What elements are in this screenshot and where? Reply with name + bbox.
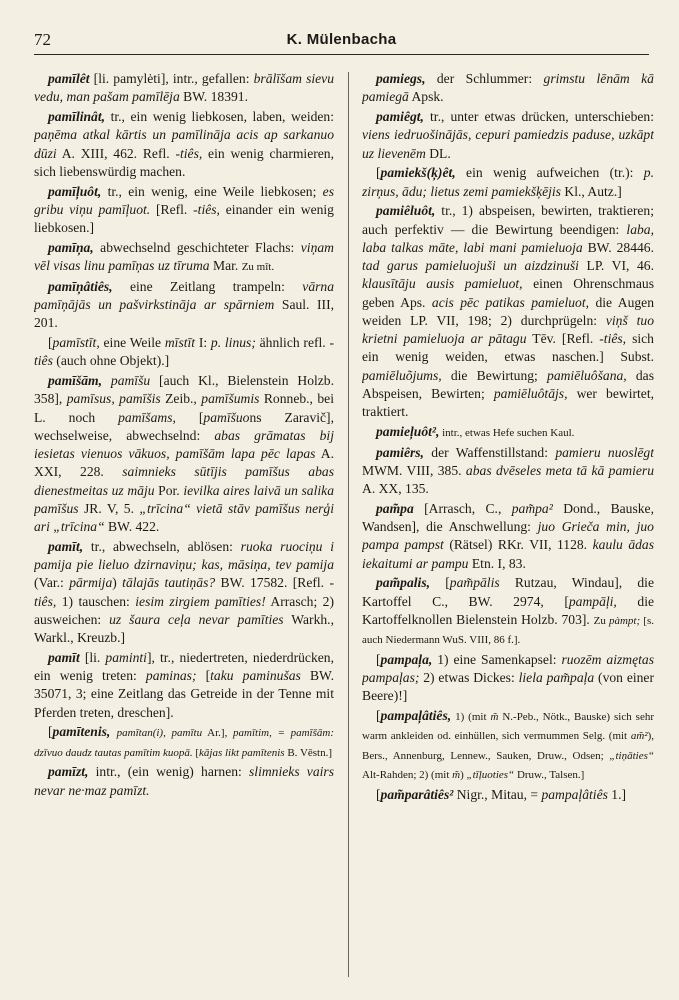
entry-text: pārmija bbox=[69, 575, 113, 591]
entry-text: -tiês, bbox=[34, 575, 334, 609]
entry-text: einen Ohrenschmaus geben Aps. bbox=[362, 276, 654, 310]
dictionary-entry bbox=[362, 651, 654, 706]
entry-text: brālīšam sievu vedu, man pašam pamīlēja bbox=[34, 71, 334, 105]
entry-text: (auch ohne Objekt).] bbox=[52, 353, 170, 369]
entry-text: DL. bbox=[425, 145, 451, 161]
entry-text: liela pam̃paļa bbox=[518, 670, 595, 685]
dictionary-entry bbox=[362, 423, 654, 442]
right-column bbox=[362, 70, 654, 990]
entry-text: tr., ein wenig, eine Weile liebkosen; bbox=[101, 183, 323, 199]
entry-text: m̃ bbox=[490, 711, 499, 723]
entry-text: A. XXI, 228. bbox=[34, 446, 334, 480]
entry-text: tālajās tautiņās? bbox=[122, 575, 216, 591]
entry-text: A. XIII, 462. Refl. bbox=[56, 145, 176, 161]
entry-text: pamīšams, bbox=[118, 409, 176, 425]
entry-text: pamītan(i), pamītu bbox=[116, 727, 203, 740]
running-head: K. Mülenbacha bbox=[286, 31, 397, 48]
entry-text: taku paminušas bbox=[210, 668, 301, 683]
entry-text: p. linus; bbox=[210, 335, 256, 350]
entry-text: (von einer Beere)!] bbox=[362, 670, 654, 704]
page-number: 72 bbox=[34, 30, 51, 49]
entry-text: abwechselnd geschichteter Flachs: bbox=[93, 239, 301, 255]
entry-text: pam̃pālis bbox=[449, 575, 500, 591]
entry-text: [ bbox=[48, 724, 53, 740]
entry-text: pamīsus, pamīšis bbox=[66, 391, 161, 407]
entry-text: [ bbox=[376, 786, 381, 802]
entry-text: [ bbox=[376, 708, 381, 723]
entry-text: „tīļuoties“ bbox=[466, 768, 515, 781]
entry-text: pampaļâtiês bbox=[541, 786, 608, 802]
page-header bbox=[34, 28, 649, 55]
entry-text: MWM. VIII, 385. bbox=[362, 462, 466, 478]
entry-text: viņš tuo krietni pamieluoja ar pātagu bbox=[362, 312, 654, 346]
entry-text: [ bbox=[196, 668, 211, 683]
entry-text: Tēv. [Refl. bbox=[526, 331, 600, 346]
entry-text: [ bbox=[48, 335, 53, 350]
entry-text: ruozēm aizmętas pampaļas; bbox=[362, 651, 654, 685]
entry-text: BW. 17582. [Refl. bbox=[215, 575, 330, 591]
entry-text: tad garus pamieluojuši un aizdzinuši bbox=[362, 258, 579, 273]
entry-text: [ bbox=[376, 165, 381, 181]
entry-text: Por. bbox=[154, 482, 184, 498]
entry-text: (Rätsel) RKr. VII, 1128. bbox=[443, 537, 593, 553]
entry-text: pampaļa, bbox=[380, 651, 433, 667]
entry-text: Etn. I, 83. bbox=[468, 555, 526, 571]
dictionary-entry bbox=[34, 183, 334, 238]
entry-text: intr., (ein wenig) harnen: bbox=[88, 764, 250, 780]
entry-text: pam̃parâtiês² bbox=[380, 786, 454, 802]
left-column bbox=[34, 70, 334, 990]
entry-text: „trīcina“ vietā stāv pamīšus nerģi ari „trīcina“ bbox=[34, 500, 334, 534]
entry-text: -tiês, bbox=[599, 331, 627, 346]
headword: pam̃pa bbox=[376, 500, 414, 516]
entry-text: grimstu lēnām kā pamiegā bbox=[362, 71, 654, 105]
entry-text: saimnieks sūtījis pamīšus abas dienestmeitas uz māju bbox=[34, 464, 334, 498]
dictionary-entry bbox=[34, 239, 334, 277]
entry-text: BW. 18391. bbox=[179, 89, 248, 105]
entry-text: p. zirņus, ādu; lietus zemi pamiekšķējis bbox=[362, 165, 654, 199]
entry-text: Mar. bbox=[209, 258, 242, 273]
dictionary-entry bbox=[362, 500, 654, 573]
entry-text: Rutzau, Windau], die Kartoffel C., BW. 2974, [ bbox=[362, 575, 654, 609]
entry-text: Zu bbox=[593, 614, 609, 627]
dictionary-entry bbox=[34, 649, 334, 722]
entry-text: iesim zirgiem pamīties! bbox=[135, 593, 266, 609]
dictionary-entry bbox=[362, 444, 654, 499]
entry-text: kaulu ādas iekaitumi ar pampu bbox=[362, 537, 654, 571]
entry-text: pamīšuo bbox=[203, 409, 250, 425]
entry-text: ein wenig charmieren, sich liebenswürdig machen. bbox=[34, 145, 334, 179]
entry-text: 1) (mit bbox=[451, 711, 491, 723]
entry-text: -tiês, bbox=[193, 201, 220, 217]
entry-text: pamiēluõjums, bbox=[362, 367, 442, 383]
headword: pamīlinât, bbox=[48, 109, 106, 124]
entry-text: pamiēluôtājs, bbox=[493, 385, 568, 401]
entry-text: das Abspeisen, Bewirten; bbox=[362, 367, 654, 401]
entry-text: BW. 28446. bbox=[582, 239, 654, 255]
entry-text: pamīšumis bbox=[201, 391, 260, 407]
entry-text: ) bbox=[112, 575, 123, 591]
entry-text: vārna pamīņājās un pašvirkstināja ar spārniem bbox=[34, 278, 334, 312]
entry-text: (Var.: bbox=[34, 575, 70, 591]
entry-text: juo Grieča min, juo pampa pampst bbox=[362, 519, 654, 553]
dictionary-entry bbox=[362, 108, 654, 163]
entry-text: BW. 422. bbox=[104, 519, 160, 534]
dictionary-entry bbox=[34, 538, 334, 648]
entry-text: Alt-Rahden; 2) (mit bbox=[362, 768, 453, 781]
entry-text: wer bewirtet, traktiert. bbox=[362, 385, 654, 419]
headword: pamiêluôt, bbox=[376, 203, 436, 219]
entry-text: eine Weile bbox=[99, 335, 165, 350]
entry-text: die Augen weiden LP. VII, 198; 2) durchprügeln: bbox=[362, 294, 654, 328]
entry-text: einander ein wenig liebkosen.] bbox=[34, 201, 334, 235]
entry-text: N.-Peb., Nötk., Bauske) sich sehr warm ankleiden od. einhüllen, sich vermummen Selg. (mit bbox=[362, 711, 654, 743]
entry-text: [li. pamylėti], intr., gefallen: bbox=[89, 71, 254, 86]
entry-text: abas dvēseles meta tā kā pamieru bbox=[465, 462, 654, 478]
entry-text: eine Zeitlang trampeln: bbox=[112, 278, 303, 294]
headword: pamīļuôt, bbox=[48, 183, 102, 199]
dictionary-entry bbox=[34, 108, 334, 181]
entry-text: -tiês bbox=[34, 335, 334, 369]
entry-text: 1.] bbox=[607, 786, 627, 802]
entry-text: ns Zaravič], wechselweise, abwechselnd: bbox=[34, 409, 334, 443]
entry-text: acis pēc patikas pamieluot, bbox=[431, 294, 590, 310]
entry-text: [auch Kl., Bielenstein Holzb. 358], bbox=[34, 373, 334, 407]
entry-text: pamiekš(ķ)êt, bbox=[380, 165, 456, 181]
entry-text: LP. VI, 46. bbox=[578, 258, 654, 273]
entry-text: pamītenis, bbox=[52, 724, 111, 740]
entry-text: mīstīt bbox=[164, 335, 196, 350]
entry-text: [li. bbox=[79, 649, 106, 665]
entry-text: [Arrasch, C., bbox=[413, 500, 512, 516]
dictionary-entry bbox=[34, 723, 334, 762]
entry-text: BW. 35071, 3; eine Zeitlang das Getreide in der Tenne mit Pferden treten, dreschen]. bbox=[34, 668, 334, 720]
entry-text: pamīšu bbox=[110, 373, 151, 388]
entry-text: ), Bers., Annenburg, Lennew., Sauken, Druw., Odsen; bbox=[362, 730, 654, 762]
dictionary-entry bbox=[362, 707, 654, 784]
entry-text: Warkh., Warkl., Kreuzb.] bbox=[34, 611, 334, 645]
entry-text: tr., 1) abspeisen, bewirten, traktieren; auch perfektiv — die Bewirtung beendigen: bbox=[362, 203, 654, 237]
entry-text: -tiês, bbox=[175, 145, 203, 161]
entry-text: am̃² bbox=[630, 730, 648, 743]
entry-text: ], tr., niedertreten, niederdrücken, ein wenig treten: bbox=[34, 649, 334, 683]
entry-text: pampaļâtiês, bbox=[380, 708, 452, 723]
dictionary-entry bbox=[34, 278, 334, 333]
entry-text: abas grāmatas bij iesietas vienuos vākuos, pamīšām lapa pēc lapas bbox=[34, 427, 334, 461]
entry-text: kājas likt pamītenis bbox=[199, 746, 285, 759]
entry-text: tr., unter etwas drücken, unterschieben: bbox=[423, 109, 654, 124]
entry-text: tr., abwechseln, ablösen: bbox=[83, 538, 241, 554]
headword: pamiêgt, bbox=[376, 109, 424, 124]
headword: pamīņa, bbox=[48, 239, 94, 255]
dictionary-entry bbox=[34, 70, 334, 107]
entry-text: die Kartoffelknollen Bielenstein Holzb. 703]. bbox=[362, 593, 654, 627]
entry-text: „tiņāties“ bbox=[609, 749, 654, 762]
entry-text: pàmpt; bbox=[608, 614, 641, 627]
dictionary-entry bbox=[362, 202, 654, 421]
entry-text: paminti bbox=[105, 649, 147, 665]
entry-text: Apsk. bbox=[408, 89, 444, 105]
headword: pamīt, bbox=[48, 538, 84, 554]
entry-text: pamītim, = pamīšām: dzīvuo daudz tautas pamītim kuopā. bbox=[34, 727, 334, 759]
entry-text: klausītāju ausis pamieluot, bbox=[362, 276, 523, 292]
headword: pamīt bbox=[48, 649, 80, 665]
entry-text: [ bbox=[175, 409, 204, 425]
entry-text: Kl., Autz.] bbox=[560, 183, 622, 199]
dictionary-entry bbox=[34, 372, 334, 536]
entry-text: JR. V, 5. bbox=[78, 500, 140, 516]
entry-text: [Refl. bbox=[150, 201, 194, 217]
entry-text: Zeib., bbox=[160, 391, 202, 407]
entry-text: Druw., Talsen.] bbox=[514, 768, 585, 781]
entry-text: pampāļi, bbox=[568, 593, 617, 609]
entry-text: sich ein wenig weiden, etwas naschen.] Subst. bbox=[362, 331, 654, 365]
entry-text: 1) tauschen: bbox=[56, 593, 136, 609]
entry-text: I: bbox=[195, 335, 211, 350]
entry-text bbox=[102, 373, 111, 388]
headword: pamīņâtiês, bbox=[48, 278, 113, 294]
entry-text: der Waffenstillstand: bbox=[423, 444, 556, 460]
headword: pamīšām, bbox=[48, 373, 103, 388]
dictionary-entry bbox=[34, 334, 334, 371]
entry-text: intr., etwas Hefe suchen Kaul. bbox=[439, 426, 575, 439]
column-divider bbox=[348, 72, 349, 977]
entry-text: B. Vēstn.] bbox=[284, 746, 333, 759]
entry-text: Arrasch; 2) ausweichen: bbox=[34, 593, 334, 627]
entry-text: pamieru nuoslēgt bbox=[555, 444, 654, 460]
entry-text: der Schlummer: bbox=[425, 71, 544, 86]
entry-text: ) bbox=[460, 768, 467, 781]
entry-text: ievilka aires laivā un salika pamīšus bbox=[34, 482, 334, 516]
headword: pamiegs, bbox=[376, 71, 426, 86]
headword: pam̃palis, bbox=[376, 575, 431, 591]
entry-text: ein wenig aufweichen (tr.): bbox=[455, 165, 644, 181]
dictionary-entry bbox=[362, 164, 654, 201]
entry-text: [s. auch Niedermann WuS. VIII, 86 f.]. bbox=[362, 614, 654, 646]
entry-text: Ar.], bbox=[202, 727, 234, 740]
entry-text: pamiēluôšana, bbox=[547, 367, 627, 383]
entry-text: slimnieks vairs nevar ne·maz pamīzt. bbox=[34, 764, 334, 798]
entry-text: ähnlich refl. bbox=[255, 335, 330, 350]
dictionary-entry bbox=[34, 763, 334, 800]
headword: pamīzt, bbox=[48, 764, 89, 780]
entry-text: [ bbox=[192, 746, 200, 759]
headword: pamiêrs, bbox=[376, 444, 424, 460]
entry-text: viens iedruošinājās, cepuri pamiedzis paduse, uzkāpt uz lievenēm bbox=[362, 127, 654, 161]
entry-text: A. XX, 135. bbox=[362, 481, 429, 496]
headword: pamieļuôt², bbox=[376, 423, 440, 439]
entry-text: 1) eine Samenkapsel: bbox=[432, 651, 562, 667]
entry-text: Ronneb., bei L. noch bbox=[34, 391, 334, 425]
entry-text: pam̃pa² bbox=[511, 500, 553, 516]
entry-text: tr., ein wenig liebkosen, laben, weiden: bbox=[105, 109, 334, 124]
entry-text: Dond., Bauske, Wandsen], die Anschwellung: bbox=[362, 500, 654, 534]
entry-text: Nigr., Mitau, = bbox=[453, 786, 542, 802]
entry-text: ruoka ruociņu i pamija pie lieluo dzirnaviņu; kas, māsiņa, tev pamija bbox=[34, 538, 334, 572]
entry-text: [ bbox=[376, 651, 381, 667]
headword: pamīlêt bbox=[48, 71, 90, 86]
entry-text: m̃ bbox=[452, 768, 461, 781]
entry-text: [ bbox=[430, 575, 450, 591]
entry-text: 2) etwas Dickes: bbox=[419, 670, 519, 685]
entry-text: uz šaura ceļa nevar pamīties bbox=[109, 611, 284, 627]
entry-text: viņam vēl visas linu pamīņas uz tīruma bbox=[34, 239, 334, 273]
dictionary-entry bbox=[362, 574, 654, 649]
dictionary-entry bbox=[362, 786, 654, 804]
entry-text: die Bewirtung; bbox=[441, 367, 548, 383]
entry-text: pamīstīt, bbox=[52, 335, 100, 350]
entry-text: laba, laba talkas māte, labi mani pamieluoja bbox=[362, 221, 654, 255]
entry-text: Saul. III, 201. bbox=[34, 297, 334, 331]
entry-text: es gribu viņu pamīļuot. bbox=[34, 183, 334, 217]
entry-text: paminas; bbox=[145, 668, 197, 683]
dictionary-entry bbox=[362, 70, 654, 107]
entry-text: Zu mīt. bbox=[241, 261, 275, 273]
entry-text: paņēma atkal kārtis un pamīlināja acis ap sarkanuo dūzi bbox=[34, 127, 334, 161]
